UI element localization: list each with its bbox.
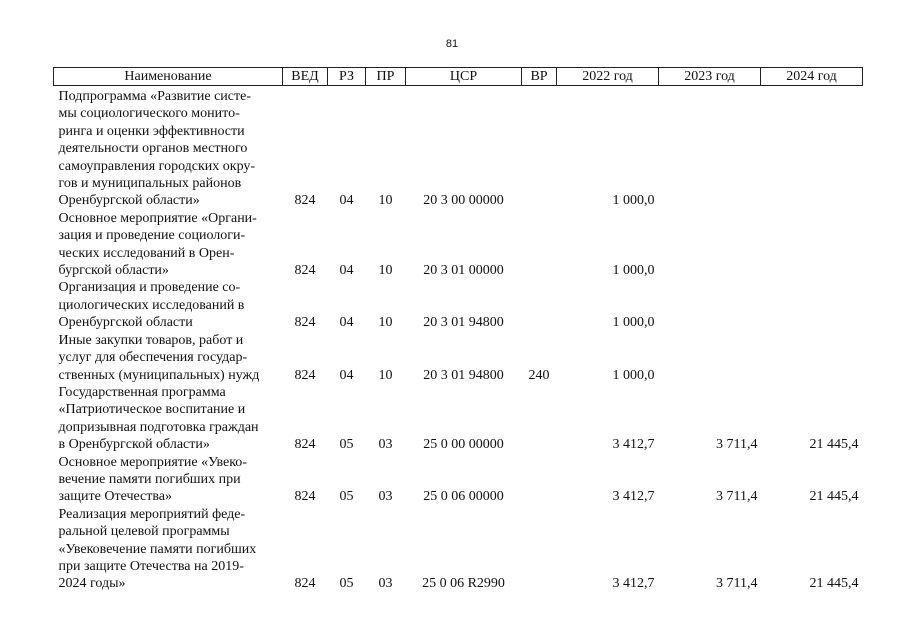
row-name	[54, 454, 283, 506]
row-2023: 3 711,4	[716, 437, 758, 453]
page-number: 81	[445, 38, 459, 50]
row-2022: 1 000,0	[612, 367, 655, 383]
header-2024: 2024 год	[761, 68, 863, 86]
table-body	[54, 86, 863, 593]
row-2023	[659, 210, 761, 280]
row-2023	[659, 332, 761, 384]
row-name-line: 2024 годы»	[58, 576, 126, 592]
table-row	[54, 86, 863, 210]
row-name-line: мы социологического монито-	[58, 106, 240, 122]
row-name-line: Реализация мероприятий феде-	[58, 506, 246, 522]
row-name-line: ческих исследований в Орен-	[58, 245, 235, 261]
row-pr: 10	[378, 367, 393, 383]
table-row	[54, 506, 863, 593]
table-row	[54, 332, 863, 384]
row-2024	[761, 332, 863, 384]
row-name	[54, 86, 283, 210]
row-name-line: Оренбургской области	[58, 315, 193, 331]
row-name	[54, 506, 283, 593]
table-header-row	[54, 68, 863, 86]
row-2022: 1 000,0	[612, 263, 655, 279]
row-name-line: зация и проведение социологи-	[58, 228, 246, 244]
row-vr	[522, 210, 557, 280]
row-2022: 3 412,7	[612, 437, 655, 453]
row-name-line: бургской области»	[58, 263, 169, 279]
row-2024	[761, 210, 863, 280]
row-name	[54, 210, 283, 280]
row-csr: 25 0 00 00000	[423, 437, 504, 453]
row-csr: 20 3 01 00000	[423, 263, 504, 279]
row-2022: 3 412,7	[612, 489, 655, 505]
header-2023: 2023 год	[659, 68, 761, 86]
row-2024: 21 445,4	[809, 489, 859, 505]
row-name-line: Оренбургской области»	[58, 193, 200, 209]
row-name-line: Основное мероприятие «Органи-	[58, 210, 257, 226]
header-ved: ВЕД	[283, 68, 328, 86]
row-2024: 21 445,4	[809, 576, 859, 592]
row-2023: 3 711,4	[716, 576, 758, 592]
row-rz: 04	[339, 263, 354, 279]
row-2024	[761, 86, 863, 210]
table-row	[54, 210, 863, 280]
row-rz: 04	[339, 315, 354, 331]
row-name	[54, 332, 283, 384]
row-pr: 03	[378, 437, 393, 453]
row-name-line: в Оренбургской области»	[58, 437, 210, 453]
row-name-line: циологических исследований в	[58, 297, 245, 313]
row-rz: 05	[339, 576, 354, 592]
row-pr: 03	[378, 576, 393, 592]
row-name-line: ственных (муниципальных) нужд	[58, 367, 260, 383]
table-row	[54, 454, 863, 506]
header-name: Наименование	[54, 68, 283, 86]
row-2022: 3 412,7	[612, 576, 655, 592]
row-pr: 10	[378, 315, 393, 331]
row-vr	[522, 454, 557, 506]
row-name-line: ральной целевой программы	[58, 524, 230, 540]
row-2024: 21 445,4	[809, 437, 859, 453]
budget-table	[53, 67, 863, 593]
row-2022: 1 000,0	[612, 193, 655, 209]
row-name-line: допризывная подготовка граждан	[58, 419, 259, 435]
row-ved: 824	[294, 489, 316, 505]
row-csr: 25 0 06 00000	[423, 489, 504, 505]
row-name-line: «Патриотическое воспитание и	[58, 402, 246, 418]
row-csr: 20 3 01 94800	[423, 315, 504, 331]
row-vr: 240	[528, 367, 550, 383]
row-name-line: защите Отечества»	[58, 489, 173, 505]
row-rz: 04	[339, 367, 354, 383]
row-name-line: Организация и проведение со-	[58, 280, 241, 296]
row-vr	[522, 384, 557, 454]
row-name-line: гов и муниципальных районов	[58, 176, 242, 192]
header-2022: 2022 год	[557, 68, 659, 86]
row-name-line: услуг для обеспечения государ-	[58, 350, 248, 366]
row-name-line: при защите Отечества на 2019-	[58, 558, 244, 574]
row-2024	[761, 279, 863, 331]
row-name-line: Основное мероприятие «Увеко-	[58, 454, 247, 470]
header-csr: ЦСР	[406, 68, 522, 86]
row-name-line: деятельности органов местного	[58, 141, 248, 157]
row-ved: 824	[294, 193, 316, 209]
row-ved: 824	[294, 263, 316, 279]
row-name	[54, 384, 283, 454]
row-vr	[522, 279, 557, 331]
row-name-line: «Увековечение памяти погибших	[58, 541, 257, 557]
header-pr: ПР	[366, 68, 406, 86]
row-rz: 05	[339, 489, 354, 505]
row-ved: 824	[294, 315, 316, 331]
row-2023	[659, 86, 761, 210]
header-rz: РЗ	[328, 68, 366, 86]
row-csr: 20 3 01 94800	[423, 367, 504, 383]
row-ved: 824	[294, 576, 316, 592]
header-vr: ВР	[522, 68, 557, 86]
row-name-line: Иные закупки товаров, работ и	[58, 332, 244, 348]
row-pr: 03	[378, 489, 393, 505]
row-rz: 05	[339, 437, 354, 453]
row-csr: 20 3 00 00000	[423, 193, 504, 209]
row-name-line: вечение памяти погибших при	[58, 471, 241, 487]
row-name	[54, 279, 283, 331]
row-name-line: Государственная программа	[58, 384, 226, 400]
row-name-line: Подпрограмма «Развитие систе-	[58, 89, 251, 104]
row-2023: 3 711,4	[716, 489, 758, 505]
row-ved: 824	[294, 437, 316, 453]
table-row	[54, 279, 863, 331]
row-pr: 10	[378, 263, 393, 279]
row-name-line: ринга и оценки эффективности	[58, 123, 245, 139]
row-2022: 1 000,0	[612, 315, 655, 331]
row-ved: 824	[294, 367, 316, 383]
row-rz: 04	[339, 193, 354, 209]
row-pr: 10	[378, 193, 393, 209]
row-2023	[659, 279, 761, 331]
row-vr	[522, 506, 557, 593]
table-row	[54, 384, 863, 454]
row-name-line: самоуправления городских окру-	[58, 158, 256, 174]
row-csr: 25 0 06 R2990	[422, 576, 505, 592]
row-vr	[522, 86, 557, 210]
